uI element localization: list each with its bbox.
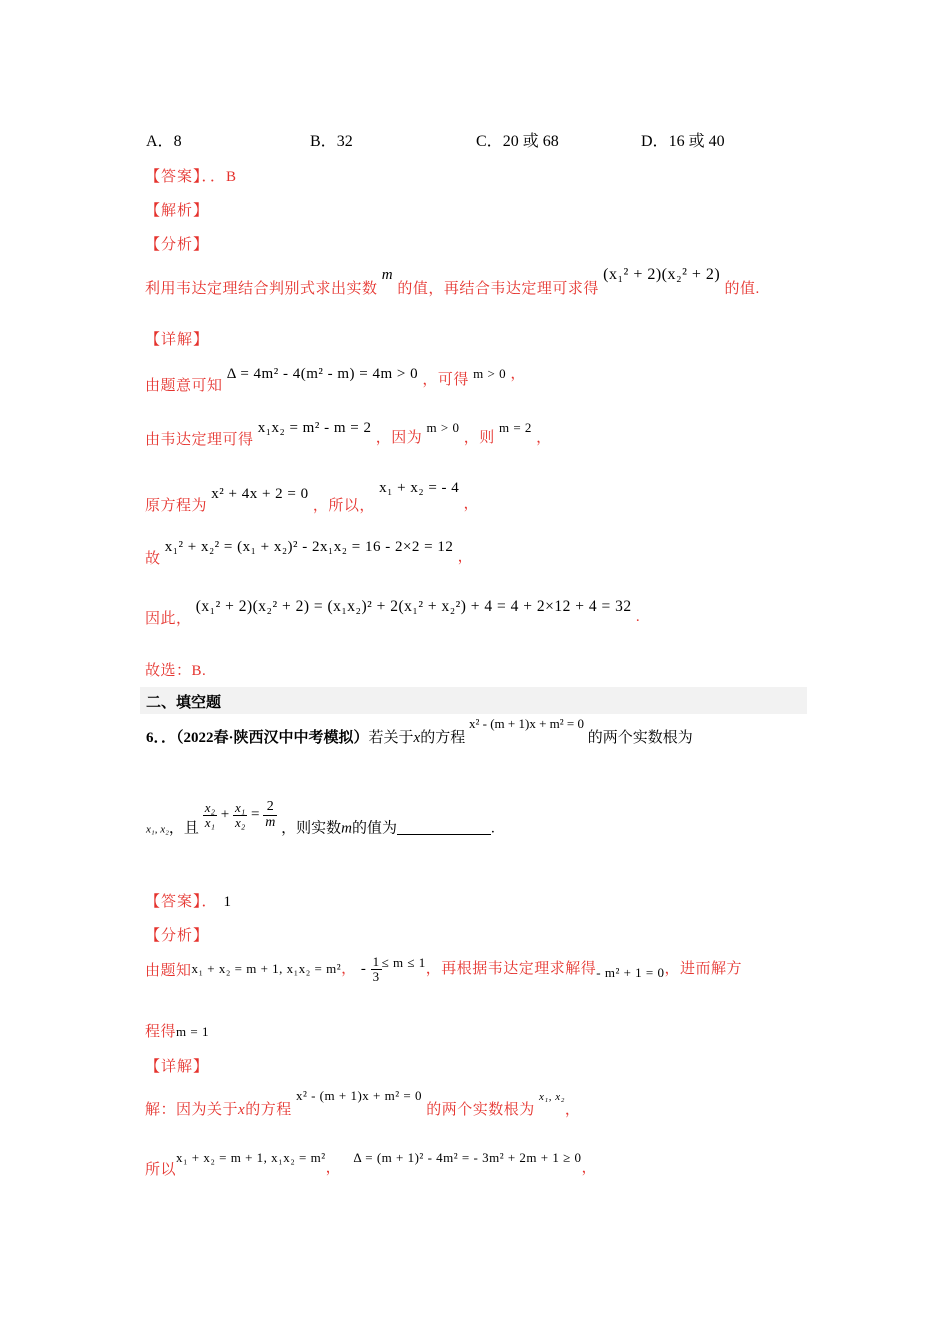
q6-line-1 — [146, 716, 693, 747]
q5-choice: 故选：B. — [145, 663, 207, 679]
q6-f1-sep: ， — [341, 961, 357, 977]
q5-d4-end: ， — [457, 549, 474, 565]
option-c-value: 20 或 68 — [502, 133, 559, 150]
option-c-label: C． — [476, 133, 503, 150]
q6-f1-minus: - — [360, 961, 367, 977]
q5-d3-text: 原方程为 — [145, 498, 208, 514]
q5-analysis-label: 【解析】 — [145, 203, 210, 219]
option-c — [476, 128, 559, 151]
q5-detail-line-4 — [145, 539, 473, 568]
q6-frac-1-num: x₂ — [204, 800, 215, 816]
q6-answer-blank — [397, 820, 491, 835]
q6-answer — [145, 890, 232, 911]
q5-d3-end: ， — [463, 496, 480, 512]
q6-text-1: 若关于 — [368, 730, 414, 746]
q5-fenxi-label: 【分析】 — [145, 237, 210, 253]
q6-fenxi-line-2 — [145, 1020, 209, 1041]
q6-answer-value: 1 — [223, 894, 233, 910]
q6-frac-3 — [263, 800, 277, 830]
q5-d2-expr-3: m = 2 — [498, 420, 532, 435]
q5-d1-text: 由题意可知 — [145, 378, 223, 394]
q6-f1-ineq: ≤ m ≤ 1 — [381, 955, 426, 970]
q6-text-4: ，且 — [168, 820, 199, 837]
q6-text-end: . — [490, 820, 495, 837]
q6-text-5: ，则实数 — [281, 820, 342, 837]
q6-frac-2-num: x₁ — [234, 800, 246, 816]
q5-d4-text: 故 — [145, 551, 161, 567]
q6-g1-end: ， — [564, 1102, 581, 1118]
q5-d2-text-3: ，则 — [463, 430, 495, 446]
q5-d5-text: 因此， — [145, 611, 192, 627]
q6-frac-1-den: x₁ — [204, 814, 215, 830]
q5-detail-line-2 — [145, 420, 552, 449]
q6-equation: x² - (m + 1)x + m² = 0 — [468, 716, 584, 731]
q6-g2-expr-2: Δ = (m + 1)² - 4m² = - 3m² + 2m + 1 ≥ 0 — [353, 1150, 582, 1165]
q6-g2-end: ， — [581, 1160, 598, 1176]
q6-var-x: x — [413, 730, 421, 746]
q6-g1-text-3: 的两个实数根为 — [426, 1102, 535, 1118]
q6-detail-line-2 — [145, 1150, 597, 1179]
q5-d5-expr: (x₁² + 2)(x₂² + 2) = (x₁x₂)² + 2(x₁² + x₂²) + 4 = 4 + 2×12 + 4 = 32 — [195, 598, 632, 615]
q5-detail-label: 【详解】 — [145, 332, 210, 348]
q6-detail-label: 【详解】 — [145, 1059, 210, 1075]
q6-f1-text-3: ，进而解方 — [664, 961, 743, 977]
section-header-bar — [140, 687, 807, 714]
option-d-value: 16 或 40 — [668, 133, 725, 150]
q5-detail-line-1 — [145, 362, 526, 395]
q5-d2-text-2: ，因为 — [375, 430, 423, 446]
q6-g2-text: 所以 — [145, 1162, 177, 1178]
q6-f1-frac-den: 3 — [372, 969, 380, 985]
q6-g2-sep: ， — [325, 1160, 342, 1176]
q6-frac-2-den: x₂ — [234, 814, 246, 830]
option-d-label: D． — [641, 133, 669, 150]
q6-f1-expr-2: - m² + 1 = 0 — [596, 965, 665, 980]
q5-d4-expr: x₁² + x₂² = (x₁ + x₂)² - 2x₁x₂ = 16 - 2×2 = 12 — [164, 539, 454, 555]
q5-detail-line-3 — [145, 480, 479, 515]
option-a-label: A． — [146, 133, 174, 150]
q5-fenxi-text-1: 利用韦达定理结合判别式求出实数 — [145, 281, 378, 297]
q5-d1-text-2: ，可得 — [422, 372, 469, 388]
q6-f1-expr: x₁ + x₂ = m + 1, x₁x₂ = m² — [191, 961, 342, 976]
q5-d3-expr-2: x₁ + x₂ = - 4 — [379, 480, 460, 496]
q6-text-2: 的方程 — [420, 730, 466, 746]
q6-g1-text: 解：因为关于 — [145, 1102, 239, 1118]
q6-f2-expr: m = 1 — [176, 1024, 209, 1039]
q5-fenxi-expr: (x₁² + 2)(x₂² + 2) — [603, 266, 721, 283]
section-2-title: 二、填空题 — [146, 695, 222, 711]
q6-roots: x₁, x₂ — [146, 823, 169, 836]
q6-f1-frac — [371, 955, 382, 983]
q5-fenxi-line — [145, 266, 760, 298]
q6-equals: = — [251, 806, 260, 823]
q6-source: （2022春·陕西汉中中考模拟） — [176, 730, 369, 746]
option-b — [310, 128, 353, 151]
q5-fenxi-text-2: 的值，再结合韦达定理可求得 — [397, 281, 599, 297]
q5-detail-line-5 — [145, 598, 640, 628]
q6-frac-3-den: m — [265, 814, 276, 830]
q6-detail-line-1 — [145, 1088, 580, 1119]
option-b-value: 32 — [336, 133, 353, 150]
q6-var-m: m — [341, 820, 352, 837]
q5-answer: 【答案】．．B — [145, 169, 238, 185]
q6-f1-text: 由题知 — [145, 963, 192, 979]
q5-d1-expr-2: m > 0 — [473, 366, 507, 381]
q6-g1-var: x — [238, 1102, 246, 1118]
q5-d2-text: 由韦达定理可得 — [145, 432, 254, 448]
q5-fenxi-text-3: 的值. — [724, 281, 760, 297]
q6-fenxi-line-1 — [145, 955, 742, 984]
q6-f1-text-2: ，再根据韦达定理求解得 — [425, 961, 597, 977]
q5-d5-end: . — [635, 609, 641, 625]
q5-d1-expr: Δ = 4m² - 4(m² - m) = 4m > 0 — [226, 366, 419, 382]
q6-frac-1 — [203, 801, 217, 829]
q6-g1-roots: x₁, x₂ — [538, 1091, 565, 1103]
q6-f2-text: 程得 — [145, 1024, 177, 1040]
q6-frac-2 — [233, 801, 247, 829]
q6-fenxi-label: 【分析】 — [145, 928, 210, 944]
q5-d1-end: ， — [510, 366, 526, 382]
q6-g2-expr: x₁ + x₂ = m + 1, x₁x₂ = m² — [176, 1150, 326, 1165]
q5-d3-expr: x² + 4x + 2 = 0 — [211, 486, 309, 502]
q6-g1-expr: x² - (m + 1)x + m² = 0 — [295, 1088, 422, 1103]
q6-plus: + — [220, 806, 230, 823]
q6-frac-3-num: 2 — [263, 800, 277, 816]
q5-d2-end: ， — [536, 430, 552, 446]
q6-line-2 — [146, 800, 495, 838]
option-a-value: 8 — [173, 133, 182, 150]
q6-text-6: 的值为 — [351, 820, 397, 837]
q6-g1-text-2: 的方程 — [245, 1102, 292, 1118]
q5-d2-expr: x₁x₂ = m² - m = 2 — [257, 420, 372, 436]
q6-answer-label: 【答案】． — [145, 894, 218, 910]
q5-fenxi-var-m: m — [381, 267, 394, 283]
q6-number: 6．． — [146, 730, 177, 746]
option-a — [146, 128, 182, 151]
q5-d2-expr-2: m > 0 — [426, 420, 460, 435]
option-b-label: B． — [310, 133, 337, 150]
q6-text-3: 的两个实数根为 — [587, 730, 693, 746]
option-d — [641, 128, 725, 151]
q5-d3-text-2: ，所以， — [312, 498, 375, 514]
q6-f1-frac-num: 1 — [372, 954, 380, 970]
